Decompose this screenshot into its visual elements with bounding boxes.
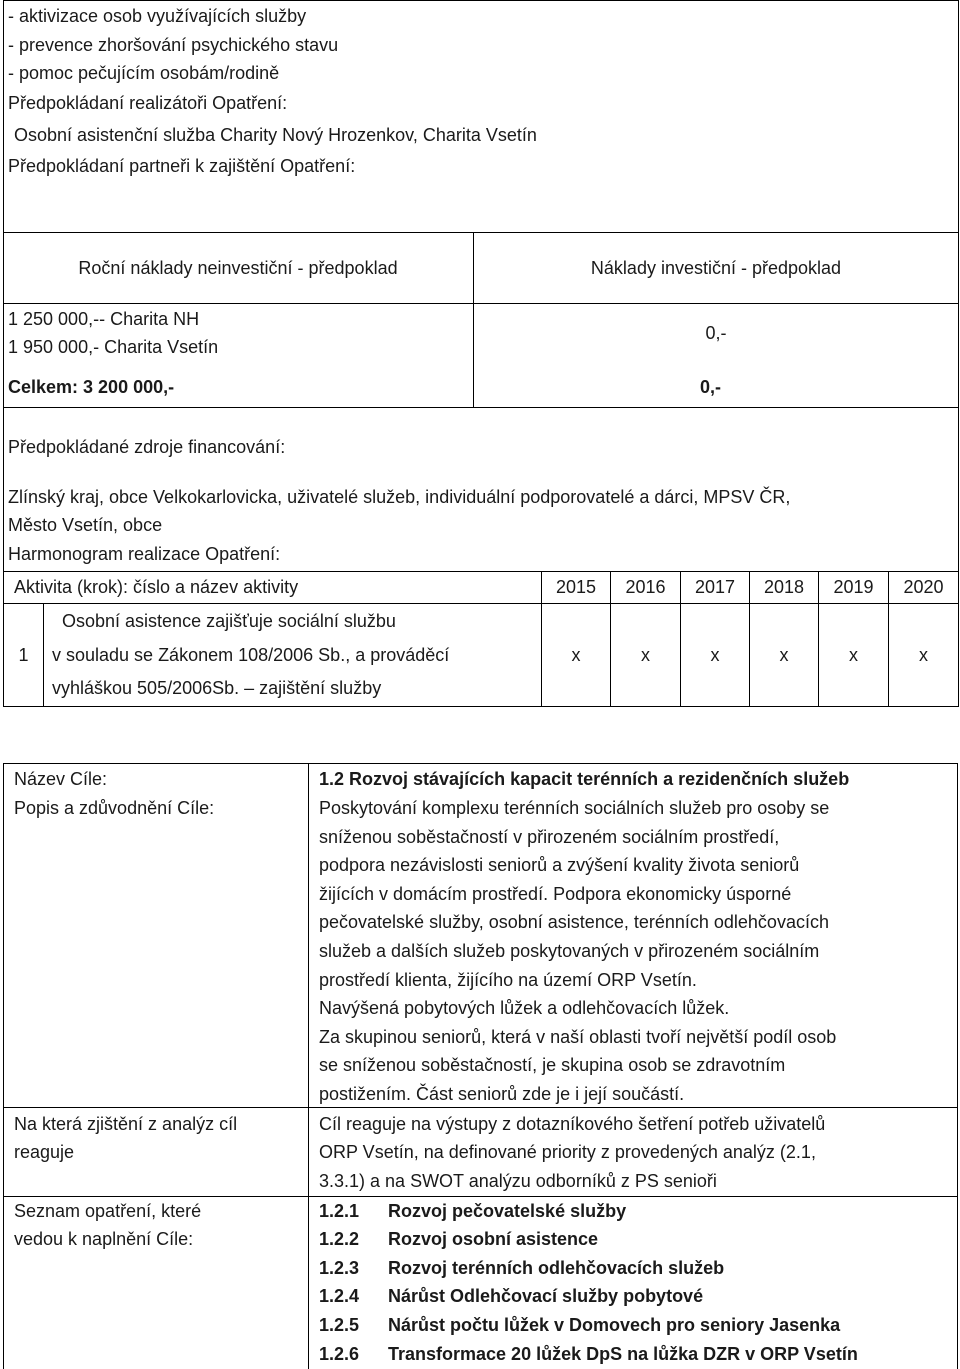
realizers-value: Osobní asistenční služba Charity Nový Hrozenkov, Charita Vsetín — [14, 125, 537, 145]
measures-label: vedou k naplnění Cíle: — [14, 1229, 194, 1249]
goal-desc-label: Popis a zdůvodnění Cíle: — [14, 798, 215, 818]
goal-name-value: 1.2 Rozvoj stávajících kapacit terénních a rezidenčních služeb — [319, 769, 850, 789]
total-label: Celkem: 3 200 000,- — [8, 377, 175, 397]
measure-title: Rozvoj terénních odlehčovacích služeb — [388, 1258, 725, 1278]
measure-code: 1.2.2 — [319, 1229, 360, 1249]
activity-number: 1 — [18, 645, 29, 665]
invest-value: 0,- — [705, 323, 727, 343]
schedule-mark: x — [779, 645, 789, 665]
measures-label: Seznam opatření, které — [14, 1201, 202, 1221]
schedule-mark: x — [641, 645, 650, 665]
year-header: 2020 — [903, 577, 944, 597]
measure-title: Rozvoj osobní asistence — [388, 1229, 599, 1249]
schedule-mark: x — [849, 645, 858, 665]
analysis-text: 3.3.1) a na SWOT analýzu odborníků z PS senioři — [319, 1171, 717, 1191]
measure-title: Rozvoj pečovatelské služby — [388, 1201, 627, 1221]
funding-line: Zlínský kraj, obce Velkokarlovicka, uživatelé služeb, individuální podporovatelé a dárci, MPSV ČR, — [8, 487, 791, 507]
upper-table-left-border — [3, 0, 4, 706]
measure-title: Nárůst počtu lůžek v Domovech pro seniory Jasenka — [388, 1315, 841, 1335]
funding-label: Předpokládané zdroje financování: — [8, 437, 286, 457]
analysis-text: ORP Vsetín, na definované priority z provedených analýz (2.1, — [319, 1142, 816, 1162]
schedule-label: Harmonogram realizace Opatření: — [8, 544, 281, 564]
realizers-label: Předpokládaní realizátoři Opatření: — [8, 93, 288, 113]
year-header: 2019 — [833, 577, 874, 597]
activity-line: vyhláškou 505/2006Sb. – zajištění služby — [52, 678, 382, 698]
upper-table-right-border — [958, 0, 959, 706]
invest-header: Náklady investiční - předpoklad — [590, 258, 842, 278]
bullet-item: - aktivizace osob využívajících služby — [8, 6, 307, 26]
total-invest: 0,- — [700, 377, 722, 397]
analysis-label: reaguje — [14, 1142, 75, 1162]
year-header: 2017 — [694, 577, 736, 597]
measure-title: Nárůst Odlehčovací služby pobytové — [388, 1286, 704, 1306]
measure-title: Transformace 20 lůžek DpS na lůžka DZR v ORP Vsetín — [388, 1344, 858, 1364]
partners-label: Předpokládaní partneři k zajištění Opatření: — [8, 156, 356, 176]
analysis-label: Na která zjištění z analýz cíl — [14, 1114, 238, 1134]
bullet-item: - pomoc pečujícím osobám/rodině — [8, 63, 280, 83]
schedule-mark: x — [919, 645, 928, 665]
noninvest-line: 1 250 000,-- Charita NH — [8, 309, 200, 329]
year-header: 2018 — [763, 577, 805, 597]
noninvest-line: 1 950 000,- Charita Vsetín — [8, 337, 219, 357]
measure-code: 1.2.4 — [319, 1286, 360, 1306]
activity-line: Osobní asistence zajišťuje sociální službu — [62, 611, 396, 631]
activity-header: Aktivita (krok): číslo a název aktivity — [14, 577, 299, 597]
year-header: 2015 — [555, 577, 597, 597]
noninvest-header: Roční náklady neinvestiční - předpoklad — [78, 258, 398, 278]
year-header: 2016 — [625, 577, 666, 597]
measure-code: 1.2.3 — [319, 1258, 360, 1278]
goal-name-label: Název Cíle: — [14, 769, 108, 789]
schedule-mark: x — [710, 645, 720, 665]
measure-code: 1.2.5 — [319, 1315, 360, 1335]
measure-code: 1.2.1 — [319, 1201, 360, 1221]
funding-line: Město Vsetín, obce — [8, 515, 163, 535]
activity-line: v souladu se Zákonem 108/2006 Sb., a prováděcí — [52, 645, 450, 665]
measure-code: 1.2.6 — [319, 1344, 360, 1364]
analysis-text: Cíl reaguje na výstupy z dotazníkového šetření potřeb uživatelů — [319, 1114, 826, 1134]
schedule-mark: x — [571, 645, 581, 665]
bullet-item: - prevence zhoršování psychického stavu — [8, 35, 339, 55]
